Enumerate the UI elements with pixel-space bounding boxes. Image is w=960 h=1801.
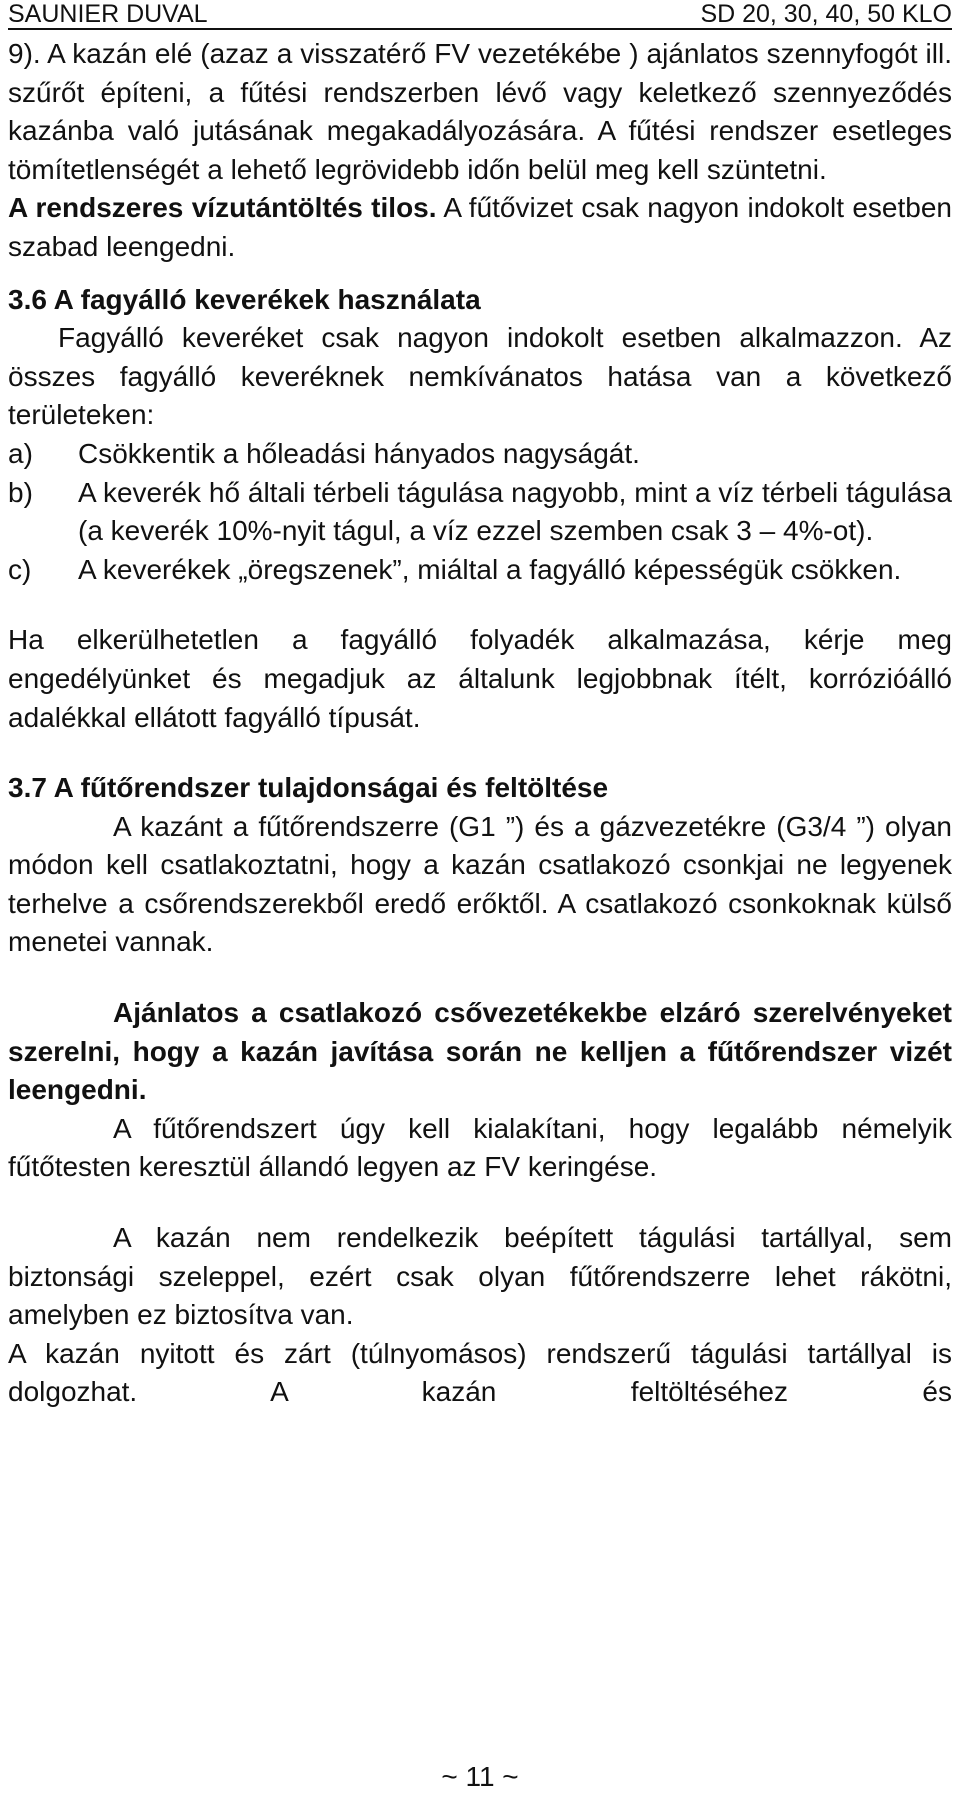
list-item: [8, 474, 952, 551]
header-brand: SAUNIER DUVAL: [8, 0, 208, 28]
paragraph-9: 9). A kazán elé (azaz a visszatérő FV vezetékébe ) ajánlatos szennyfogót ill. szűrőt építeni, a fűtési rendszerben lévő vagy keletkező szennyeződés kazánba való jutásának megakadályozására. A fűtési rendszer esetleges tömítetlenségét a lehető legrövidebb időn belül meg kell szüntetni.: [8, 38, 952, 185]
section-3-7-para-4: A kazán nem rendelkezik beépített tágulási tartállyal, sem biztonsági szeleppel, ezért csak olyan fűtőrendszerre lehet rákötni, amelyben ez biztosítva van.: [8, 1222, 952, 1331]
list-item-text: Csökkentik a hőleadási hányados nagyságát.: [78, 437, 640, 469]
page-content: [8, 35, 952, 1412]
spacer: [8, 962, 952, 994]
spacer: [8, 1187, 952, 1219]
antifreeze-note: Ha elkerülhetetlen a fagyálló folyadék alkalmazása, kérje meg engedélyünket és megadjuk az általunk legjobbnak ítélt, korrózióálló adalékkal ellátott fagyálló típusát.: [8, 624, 952, 733]
spacer: [8, 267, 952, 281]
list-item-text: A keverékek „öregszenek”, miáltal a fagyálló képességük csökken.: [78, 553, 902, 585]
section-3-7-para-1: A kazánt a fűtőrendszerre (G1 ”) és a gázvezetékre (G3/4 ”) olyan módon kell csatlakoztatni, hogy a kazán csatlakozó csonkjai ne legyenek terhelve a csőrendszerekből eredő erőktől. A csatlakozó csonkoknak külső menetei vannak.: [8, 810, 952, 958]
page-header: [8, 0, 952, 30]
section-3-7-title: 3.7 A fűtőrendszer tulajdonságai és feltöltése: [8, 772, 609, 804]
section-3-7-para-5: A kazán nyitott és zárt (túlnyomásos) rendszerű tágulási tartállyal is dolgozhat. A kazán feltöltéséhez és: [8, 1337, 952, 1408]
section-3-6-intro: Fagyálló keveréket csak nagyon indokolt esetben alkalmazzon. Az összes fagyálló keveréknek nemkívánatos hatása van a következő területeken:: [8, 322, 952, 431]
list-item: [8, 435, 952, 474]
section-3-7-para-3: A fűtőrendszert úgy kell kialakítani, hogy legalább némelyik fűtőtesten keresztül állandó legyen az FV keringése.: [8, 1112, 952, 1183]
refill-note: A fűtővizet csak nagyon indokolt esetben szabad leengedni.: [8, 192, 952, 262]
spacer: [8, 589, 952, 621]
list-marker: a): [8, 437, 33, 469]
paragraph-refill: [8, 189, 952, 266]
section-3-6-title: 3.6 A fagyálló keverékek használata: [8, 283, 481, 315]
list-marker: b): [8, 476, 33, 508]
page-number: ~ 11 ~: [441, 1761, 519, 1792]
header-model: SD 20, 30, 40, 50 KLO: [700, 0, 952, 28]
section-3-7-recommendation: Ajánlatos a csatlakozó csővezetékekbe elzáró szerelvényeket szerelni, hogy a kazán javítása során ne kelljen a fűtőrendszer vizét leengedni.: [8, 997, 952, 1106]
refill-warning: A rendszeres vízutántöltés tilos.: [8, 192, 437, 224]
list-marker: c): [8, 553, 32, 585]
spacer: [8, 737, 952, 769]
list-item-text: A keverék hő általi térbeli tágulása nagyobb, mint a víz térbeli tágulása (a keverék 10%-nyit tágul, a víz ezzel szemben csak 3 – 4%-ot).: [78, 476, 952, 547]
list-item: [8, 551, 952, 590]
